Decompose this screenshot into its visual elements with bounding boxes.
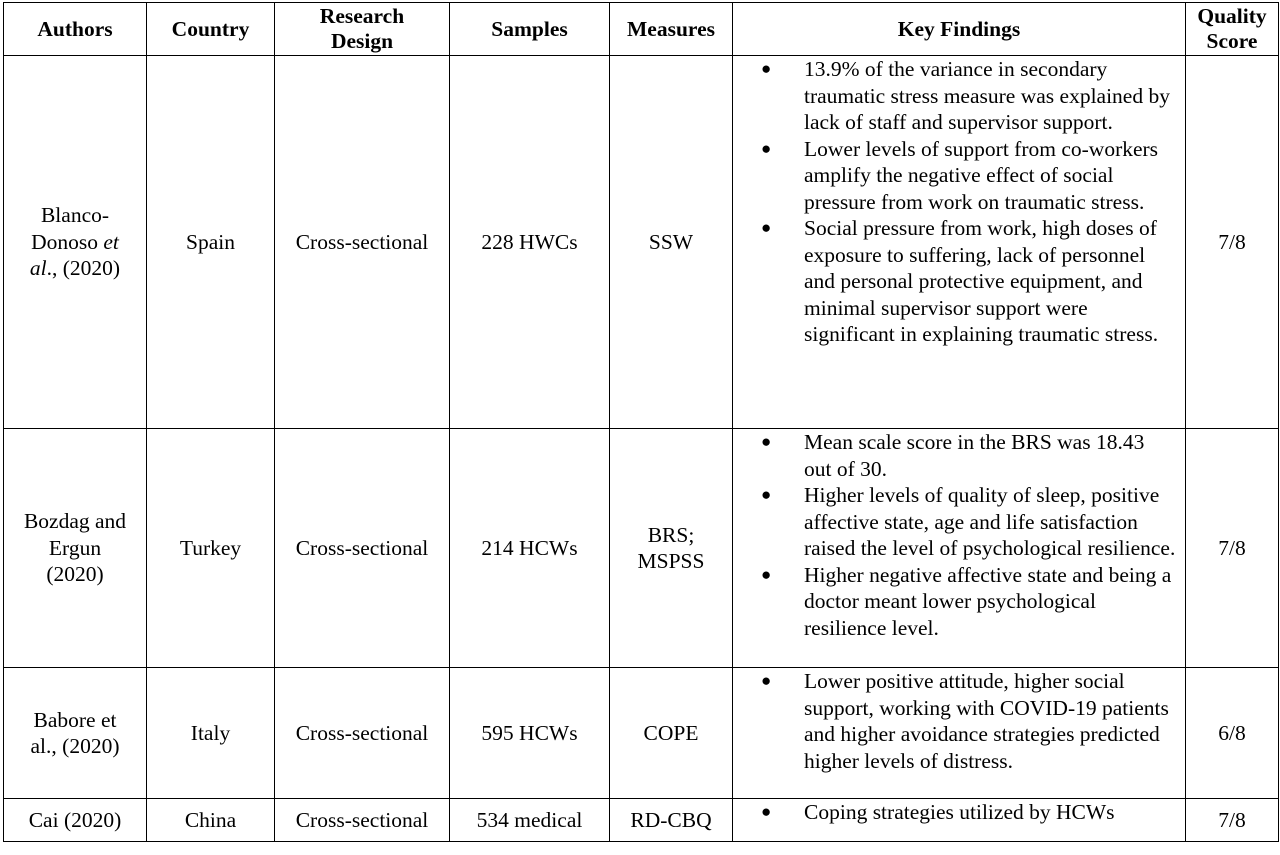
cell-samples: 534 medical	[450, 799, 610, 842]
header-research-design: Research Design	[275, 3, 450, 56]
header-row	[4, 3, 1279, 56]
cell-quality-score: 7/8	[1186, 56, 1279, 429]
cell-key-findings	[733, 799, 1186, 842]
table-row	[4, 799, 1279, 842]
bullet-icon: ●	[761, 138, 772, 158]
cell-research-design: Cross-sectional	[275, 429, 450, 668]
finding-item: ● Lower levels of support from co-workers amplify the negative effect of social pressure from work on traumatic stress.	[761, 136, 1159, 214]
cell-authors: Cai (2020)	[4, 799, 147, 842]
finding-item: ● Higher levels of quality of sleep, positive affective state, age and life satisfaction raised the level of psychological resilience.	[761, 483, 1176, 560]
header-samples: Samples	[450, 3, 610, 56]
header-quality-score: Quality Score	[1186, 3, 1279, 56]
cell-key-findings	[733, 56, 1186, 429]
cell-research-design: Cross-sectional	[275, 799, 450, 842]
studies-table	[3, 2, 1279, 842]
finding-item: ● Lower positive attitude, higher social support, working with COVID-19 patients and higher avoidance strategies predicted higher levels of distress.	[761, 669, 1169, 773]
findings-list	[743, 56, 1177, 348]
cell-key-findings	[733, 668, 1186, 799]
findings-list	[743, 429, 1177, 641]
bullet-icon: ●	[761, 432, 772, 451]
header-key-findings: Key Findings	[733, 3, 1186, 56]
table-row	[4, 56, 1279, 429]
finding-item: ● Mean scale score in the BRS was 18.43 out of 30.	[761, 430, 1145, 481]
cell-measures: RD-CBQ	[610, 799, 733, 842]
cell-quality-score: 7/8	[1186, 429, 1279, 668]
cell-authors: Bozdag and Ergun (2020)	[4, 429, 147, 668]
cell-samples: 214 HCWs	[450, 429, 610, 668]
bullet-icon: ●	[761, 59, 772, 78]
bullet-icon: ●	[761, 485, 772, 504]
cell-measures: COPE	[610, 668, 733, 799]
findings-list	[743, 668, 1177, 774]
cell-measures: SSW	[610, 56, 733, 429]
header-authors: Authors	[4, 3, 147, 56]
finding-item: ● Social pressure from work, high doses of exposure to suffering, lack of personnel and personal protective equipment, and minimal supervisor support were significant in explaining traumatic stress.	[761, 216, 1159, 346]
cell-key-findings	[733, 429, 1186, 668]
bullet-icon: ●	[761, 802, 772, 821]
bullet-icon: ●	[761, 218, 772, 237]
cell-authors: Blanco- Donoso et al., (2020)	[4, 56, 147, 429]
cell-country: China	[147, 799, 275, 842]
finding-item: ● 13.9% of the variance in secondary traumatic stress measure was explained by lack of staff and supervisor support.	[761, 57, 1170, 134]
header-measures: Measures	[610, 3, 733, 56]
cell-research-design: Cross-sectional	[275, 668, 450, 799]
table-row	[4, 429, 1279, 668]
finding-item: ● Coping strategies utilized by HCWs	[761, 800, 1115, 824]
bullet-icon: ●	[761, 671, 772, 690]
cell-samples: 595 HCWs	[450, 668, 610, 799]
cell-authors: Babore et al., (2020)	[4, 668, 147, 799]
cell-research-design: Cross-sectional	[275, 56, 450, 429]
cell-samples: 228 HWCs	[450, 56, 610, 429]
bullet-icon: ●	[761, 564, 772, 584]
cell-country: Turkey	[147, 429, 275, 668]
cell-country: Italy	[147, 668, 275, 799]
table-row	[4, 668, 1279, 799]
header-country: Country	[147, 3, 275, 56]
cell-quality-score: 6/8	[1186, 668, 1279, 799]
finding-item: ● Higher negative affective state and being a doctor meant lower psychological resilience level.	[761, 562, 1172, 640]
cell-measures: BRS; MSPSS	[610, 429, 733, 668]
cell-quality-score: 7/8	[1186, 799, 1279, 842]
findings-list	[743, 799, 1177, 826]
cell-country: Spain	[147, 56, 275, 429]
